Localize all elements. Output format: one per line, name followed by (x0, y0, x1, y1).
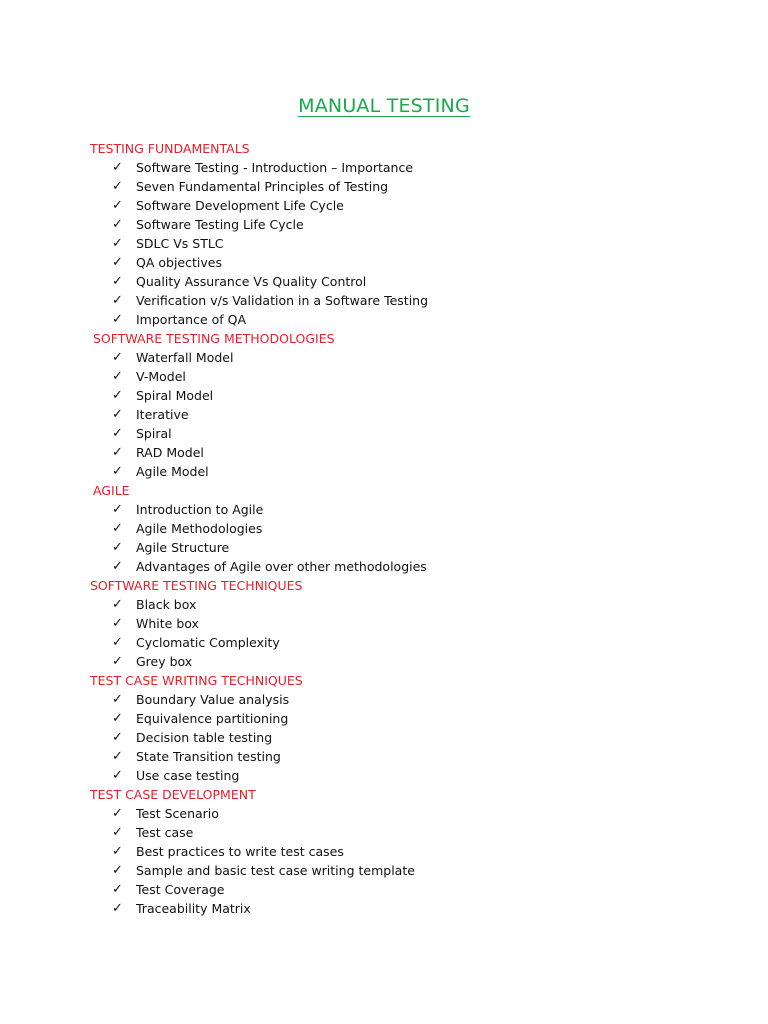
section-item-list (90, 158, 730, 329)
check-mark-icon: ✓ (112, 711, 123, 726)
list-item-text: Waterfall Model (136, 350, 234, 365)
list-item (90, 538, 730, 557)
check-mark-icon: ✓ (112, 293, 123, 308)
list-item (90, 899, 730, 918)
list-item (90, 196, 730, 215)
check-mark-icon: ✓ (112, 255, 123, 270)
list-item (90, 386, 730, 405)
list-item (90, 633, 730, 652)
check-mark-icon: ✓ (112, 768, 123, 783)
list-item (90, 443, 730, 462)
section-item-list (90, 690, 730, 785)
list-item (90, 405, 730, 424)
check-mark-icon: ✓ (112, 597, 123, 612)
section-heading: TEST CASE DEVELOPMENT (90, 787, 256, 802)
check-mark-icon: ✓ (112, 559, 123, 574)
check-mark-icon: ✓ (112, 863, 123, 878)
check-mark-icon: ✓ (112, 502, 123, 517)
check-mark-icon: ✓ (112, 654, 123, 669)
section (90, 481, 730, 576)
list-item (90, 766, 730, 785)
check-mark-icon: ✓ (112, 426, 123, 441)
syllabus-content (90, 139, 730, 918)
section-heading: TEST CASE WRITING TECHNIQUES (90, 673, 303, 688)
list-item (90, 842, 730, 861)
list-item-text: Agile Methodologies (136, 521, 263, 536)
list-item (90, 728, 730, 747)
check-mark-icon: ✓ (112, 749, 123, 764)
list-item-text: Introduction to Agile (136, 502, 264, 517)
list-item-text: Cyclomatic Complexity (136, 635, 280, 650)
list-item-text: Test Scenario (136, 806, 219, 821)
list-item-text: Software Testing - Introduction – Importance (136, 160, 414, 175)
list-item (90, 310, 730, 329)
section (90, 671, 730, 785)
check-mark-icon: ✓ (112, 635, 123, 650)
list-item-text: Use case testing (136, 768, 240, 783)
list-item-text: Iterative (136, 407, 189, 422)
list-item-text: Verification v/s Validation in a Software Testing (136, 293, 429, 308)
list-item-text: Seven Fundamental Principles of Testing (136, 179, 389, 194)
check-mark-icon: ✓ (112, 521, 123, 536)
check-mark-icon: ✓ (112, 350, 123, 365)
list-item (90, 348, 730, 367)
list-item (90, 177, 730, 196)
list-item (90, 823, 730, 842)
list-item-text: Black box (136, 597, 197, 612)
check-mark-icon: ✓ (112, 198, 123, 213)
list-item (90, 709, 730, 728)
list-item-text: Best practices to write test cases (136, 844, 344, 859)
list-item-text: Spiral Model (136, 388, 214, 403)
list-item-text: Agile Model (136, 464, 209, 479)
list-item-text: RAD Model (136, 445, 204, 460)
list-item-text: Software Development Life Cycle (136, 198, 344, 213)
check-mark-icon: ✓ (112, 616, 123, 631)
check-mark-icon: ✓ (112, 882, 123, 897)
list-item (90, 158, 730, 177)
check-mark-icon: ✓ (112, 445, 123, 460)
section (90, 329, 730, 481)
check-mark-icon: ✓ (112, 312, 123, 327)
list-item (90, 424, 730, 443)
section-item-list (90, 500, 730, 576)
list-item-text: Test Coverage (136, 882, 225, 897)
list-item (90, 614, 730, 633)
check-mark-icon: ✓ (112, 901, 123, 916)
section-item-list (90, 804, 730, 918)
list-item-text: Quality Assurance Vs Quality Control (136, 274, 367, 289)
list-item-text: Sample and basic test case writing template (136, 863, 415, 878)
list-item (90, 595, 730, 614)
list-item-text: Test case (136, 825, 194, 840)
list-item (90, 215, 730, 234)
list-item-text: State Transition testing (136, 749, 281, 764)
list-item-text: White box (136, 616, 199, 631)
check-mark-icon: ✓ (112, 844, 123, 859)
check-mark-icon: ✓ (112, 274, 123, 289)
check-mark-icon: ✓ (112, 806, 123, 821)
page-title: MANUAL TESTING (298, 95, 470, 117)
list-item-text: Importance of QA (136, 312, 247, 327)
section (90, 785, 730, 918)
list-item-text: Spiral (136, 426, 172, 441)
list-item-text: Equivalence partitioning (136, 711, 289, 726)
list-item-text: Software Testing Life Cycle (136, 217, 304, 232)
list-item (90, 861, 730, 880)
list-item-text: Boundary Value analysis (136, 692, 290, 707)
list-item-text: Traceability Matrix (136, 901, 251, 916)
section-item-list (90, 348, 730, 481)
list-item-text: Grey box (136, 654, 193, 669)
check-mark-icon: ✓ (112, 730, 123, 745)
check-mark-icon: ✓ (112, 540, 123, 555)
list-item (90, 880, 730, 899)
section (90, 139, 730, 329)
check-mark-icon: ✓ (112, 692, 123, 707)
list-item-text: Advantages of Agile over other methodologies (136, 559, 427, 574)
check-mark-icon: ✓ (112, 464, 123, 479)
list-item (90, 652, 730, 671)
list-item-text: V-Model (136, 369, 186, 384)
check-mark-icon: ✓ (112, 369, 123, 384)
list-item-text: Agile Structure (136, 540, 230, 555)
list-item (90, 367, 730, 386)
check-mark-icon: ✓ (112, 217, 123, 232)
check-mark-icon: ✓ (112, 388, 123, 403)
section-heading: SOFTWARE TESTING METHODOLOGIES (93, 331, 335, 346)
section-item-list (90, 595, 730, 671)
list-item (90, 234, 730, 253)
list-item (90, 747, 730, 766)
list-item-text: QA objectives (136, 255, 222, 270)
section (90, 576, 730, 671)
list-item (90, 291, 730, 310)
section-heading: AGILE (93, 483, 130, 498)
list-item (90, 272, 730, 291)
section-heading: SOFTWARE TESTING TECHNIQUES (90, 578, 303, 593)
section-heading: TESTING FUNDAMENTALS (90, 141, 250, 156)
list-item-text: Decision table testing (136, 730, 273, 745)
check-mark-icon: ✓ (112, 179, 123, 194)
list-item (90, 557, 730, 576)
list-item (90, 500, 730, 519)
list-item (90, 253, 730, 272)
check-mark-icon: ✓ (112, 825, 123, 840)
list-item-text: SDLC Vs STLC (136, 236, 224, 251)
list-item (90, 804, 730, 823)
list-item (90, 519, 730, 538)
check-mark-icon: ✓ (112, 160, 123, 175)
list-item (90, 462, 730, 481)
check-mark-icon: ✓ (112, 407, 123, 422)
check-mark-icon: ✓ (112, 236, 123, 251)
list-item (90, 690, 730, 709)
